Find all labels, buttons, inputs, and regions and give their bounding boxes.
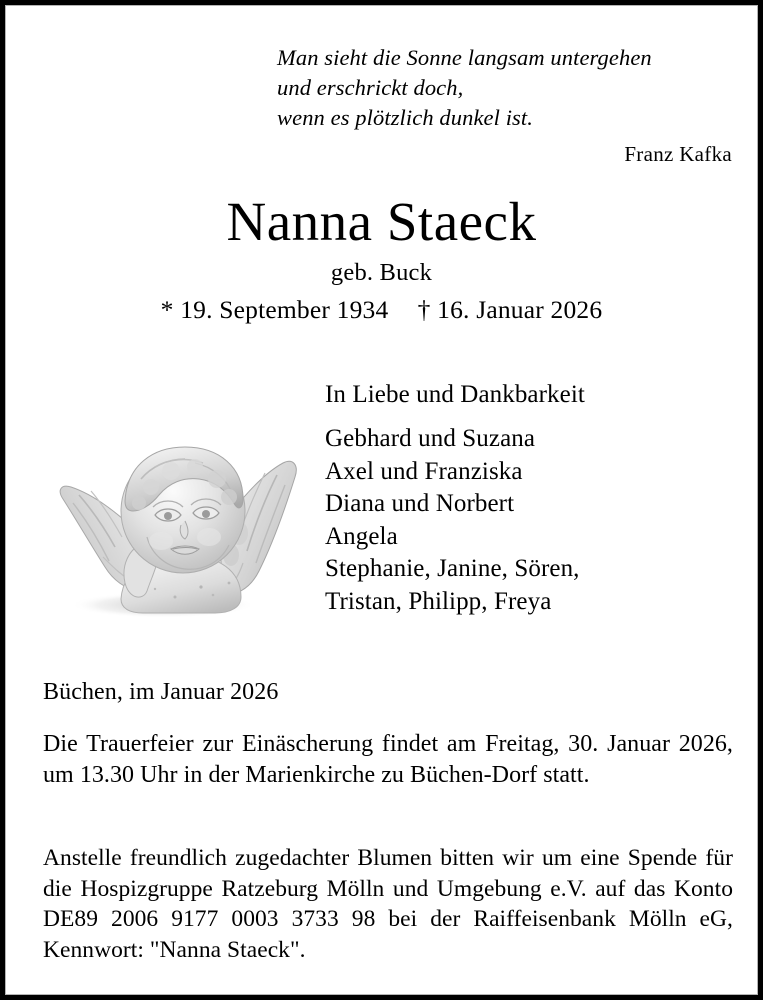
quote-line-3: wenn es plötzlich dunkel ist. — [277, 105, 533, 130]
ceremony-paragraph: Die Trauerfeier zur Einäscherung findet am Freitag, 30. Januar 2026, um 13.30 Uhr in der Marienkirche zu Büchen-Dorf statt. — [43, 731, 733, 788]
place-and-date: Büchen, im Januar 2026 — [43, 679, 279, 705]
notice-sheet — [5, 5, 758, 995]
cherub-angel-icon — [43, 437, 315, 625]
mourner-line: Angela — [325, 522, 398, 550]
page-title: Nanna Staeck — [226, 191, 537, 252]
mourner-line: Tristan, Philipp, Freya — [325, 587, 552, 615]
mourner-line: Gebhard und Suzana — [325, 425, 536, 452]
life-dates — [5, 294, 758, 326]
mourner-line: Axel und Franziska — [325, 457, 523, 485]
mourners-heading: In Liebe und Dankbarkeit — [325, 381, 585, 408]
birth-symbol-icon: * — [160, 295, 174, 324]
quote-line-1: Man sieht die Sonne langsam untergehen — [277, 45, 652, 70]
mourner-line: Diana und Norbert — [325, 490, 515, 517]
mourners-block — [325, 379, 725, 618]
quote-attribution: Franz Kafka — [624, 142, 732, 166]
maiden-name: geb. Buck — [330, 259, 433, 286]
mourner-line: Stephanie, Janine, Sören, — [325, 555, 580, 582]
quote-line-2: und erschrickt doch, — [277, 75, 464, 100]
birth-date: 19. September 1934 — [180, 295, 389, 324]
death-date: 16. Januar 2026 — [437, 295, 603, 324]
deceased-block — [5, 191, 758, 326]
death-symbol-icon: † — [417, 295, 431, 324]
quote-block — [277, 43, 732, 167]
donation-paragraph: Anstelle freundlich zugedachter Blumen bitten wir um eine Spende für die Hospizgruppe Ratzeburg Mölln und Umgebung e.V. auf das Konto DE89 2006 9177 0003 3733 98 bei der Raiffeisenbank Mölln eG, Kennwort: "Nanna Staeck". — [43, 845, 733, 963]
